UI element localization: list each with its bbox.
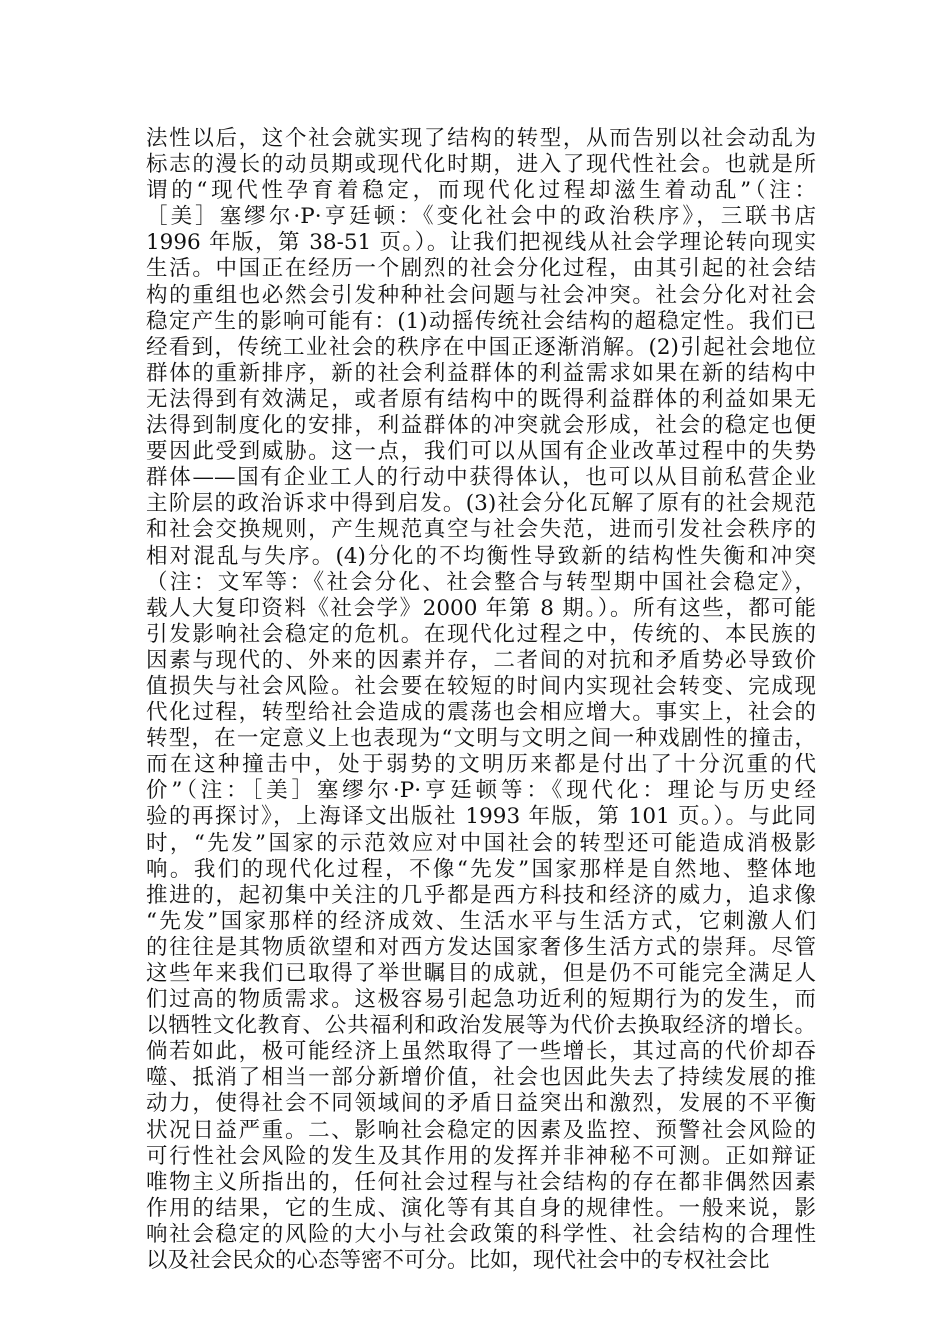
text-line: 唯物主义所指出的，任何社会过程与社会结构的存在都非偶然因素 [146, 1169, 816, 1195]
text-line: 可行性社会风险的发生及其作用的发挥并非神秘不可测。正如辩证 [146, 1143, 816, 1169]
text-line: 主阶层的政治诉求中得到启发。(3)社会分化瓦解了原有的社会规范 [146, 491, 816, 517]
text-line: 生活。中国正在经历一个剧烈的社会分化过程，由其引起的社会结 [146, 256, 816, 282]
text-line: 作用的结果，它的生成、演化等有其自身的规律性。一般来说，影 [146, 1195, 816, 1221]
text-line: 转型，在一定意义上也表现为“文明与文明之间一种戏剧性的撞击， [146, 726, 816, 752]
text-line: 而在这种撞击中，处于弱势的文明历来都是付出了十分沉重的代 [146, 752, 816, 778]
text-line: 噬、抵消了相当一部分新增价值，社会也因此失去了持续发展的推 [146, 1065, 816, 1091]
text-line: 载人大复印资料《社会学》2000 年第 8 期。）。所有这些，都可能 [146, 595, 816, 621]
text-line: 这些年来我们已取得了举世瞩目的成就，但是仍不可能完全满足人 [146, 961, 816, 986]
text-line: 响社会稳定的风险的大小与社会政策的科学性、社会结构的合理性 [146, 1221, 816, 1247]
text-line: “先发”国家那样的经济成效、生活水平与生活方式，它刺激人们 [146, 908, 816, 934]
text-line: 倘若如此，极可能经济上虽然取得了一些增长，其过高的代价却吞 [146, 1039, 816, 1065]
text-line: 引发影响社会稳定的危机。在现代化过程之中，传统的、本民族的 [146, 621, 816, 647]
text-line: 响。我们的现代化过程，不像“先发”国家那样是自然地、整体地 [146, 856, 816, 882]
text-line: 和社会交换规则，产生规范真空与社会失范，进而引发社会秩序的 [146, 517, 816, 543]
text-line: 验的再探讨》，上海译文出版社 1993 年版，第 101 页。）。与此同 [146, 804, 816, 830]
text-line: 经看到，传统工业社会的秩序在中国正逐渐消解。(2)引起社会地位 [146, 334, 816, 360]
text-line: 时，“先发”国家的示范效应对中国社会的转型还可能造成消极影 [146, 830, 816, 856]
text-line: 们过高的物质需求。这极容易引起急功近利的短期行为的发生，而 [146, 987, 816, 1013]
text-line: 推进的，起初集中关注的几乎都是西方科技和经济的威力，追求像 [146, 882, 816, 908]
text-line: 值损失与社会风险。社会要在较短的时间内实现社会转变、完成现 [146, 673, 816, 699]
text-line: 因素与现代的、外来的因素并存，二者间的对抗和矛盾势必导致价 [146, 647, 816, 673]
text-line: 群体的重新排序，新的社会利益群体的利益需求如果在新的结构中 [146, 360, 816, 386]
text-line: 稳定产生的影响可能有：(1)动摇传统社会结构的超稳定性。我们已 [146, 308, 816, 334]
text-line: 动力，使得社会不同领域间的矛盾日益突出和激烈，发展的不平衡 [146, 1091, 816, 1117]
text-line: 以及社会民众的心态等密不可分。比如，现代社会中的专权社会比 [146, 1248, 770, 1274]
text-line: 无法得到有效满足，或者原有结构中的既得利益群体的利益如果无 [146, 386, 816, 412]
text-line: 的往往是其物质欲望和对西方发达国家奢侈生活方式的崇拜。尽管 [146, 934, 816, 960]
text-line: 以牺牲文化教育、公共福利和政治发展等为代价去换取经济的增长。 [146, 1013, 816, 1039]
body-text [146, 126, 816, 1274]
text-line: 价”（注：［美］塞缪尔·P·亨廷顿等：《现代化：理论与历史经 [146, 778, 816, 804]
text-line: 法得到制度化的安排，利益群体的冲突就会形成，社会的稳定也便 [146, 413, 816, 439]
text-line: 状况日益严重。二、影响社会稳定的因素及监控、预警社会风险的 [146, 1117, 816, 1143]
text-line: 要因此受到威胁。这一点，我们可以从国有企业改革过程中的失势 [146, 439, 816, 465]
text-line: 构的重组也必然会引发种种社会问题与社会冲突。社会分化对社会 [146, 282, 816, 308]
text-line: 相对混乱与失序。(4)分化的不均衡性导致新的结构性失衡和冲突 [146, 543, 816, 569]
text-line: （注：文军等：《社会分化、社会整合与转型期中国社会稳定》， [146, 569, 816, 595]
text-line: 代化过程，转型给社会造成的震荡也会相应增大。事实上，社会的 [146, 700, 816, 726]
text-line: 标志的漫长的动员期或现代化时期，进入了现代性社会。也就是所 [146, 152, 816, 178]
text-line: 谓的“现代性孕育着稳定，而现代化过程却滋生着动乱”（注： [146, 178, 816, 204]
text-line: ［美］塞缪尔·P·亨廷顿：《变化社会中的政治秩序》，三联书店 [146, 204, 816, 230]
text-line: 1996 年版，第 38-51 页。）。让我们把视线从社会学理论转向现实 [146, 230, 816, 256]
text-line: 群体——国有企业工人的行动中获得体认，也可以从目前私营企业 [146, 465, 816, 491]
text-line: 法性以后，这个社会就实现了结构的转型，从而告别以社会动乱为 [146, 126, 816, 151]
